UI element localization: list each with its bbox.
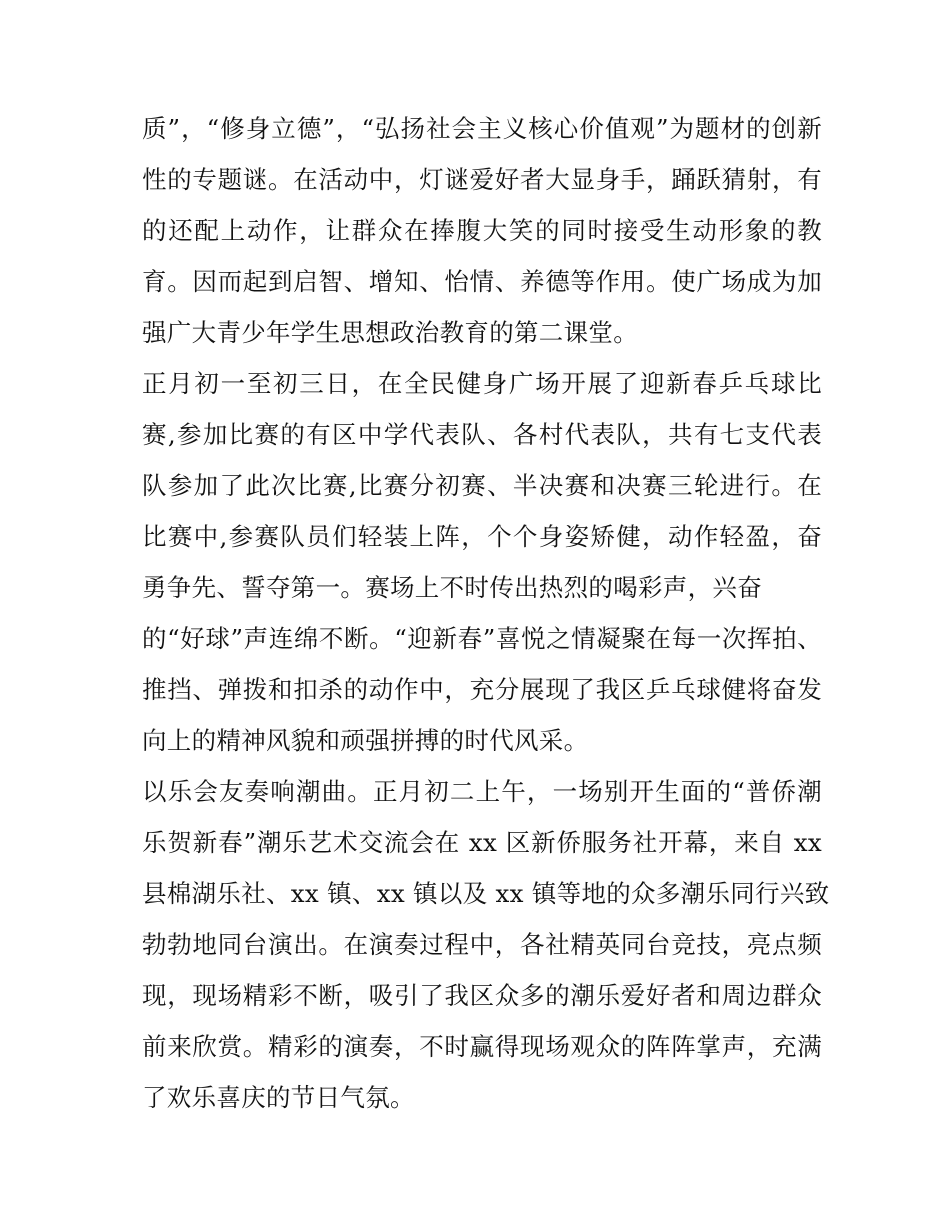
text-line: 队参加了此次比赛,比赛分初赛、半决赛和决赛三轮进行。在 [142, 471, 822, 500]
text-line: 乐贺新春”潮乐艺术交流会在 xx 区新侨服务社开幕，来自 xx [142, 828, 822, 857]
text-line: 强广大青少年学生思想政治教育的第二课堂。 [142, 318, 638, 347]
text-line: 质”，“修身立德”，“弘扬社会主义核心价值观”为题材的创新 [142, 114, 822, 143]
text-line: 的还配上动作，让群众在捧腹大笑的同时接受生动形象的教 [142, 216, 822, 245]
text-line: 勃勃地同台演出。在演奏过程中，各社精英同台竞技，亮点频 [142, 930, 822, 959]
text-line: 勇争先、誓夺第一。赛场上不时传出热烈的喝彩声，兴奋 [142, 573, 762, 602]
text-line: 了欢乐喜庆的节日气氛。 [142, 1083, 415, 1112]
text-line: 现，现场精彩不断，吸引了我区众多的潮乐爱好者和周边群众 [142, 981, 822, 1010]
text-line: 育。因而起到启智、增知、怡情、养德等作用。使广场成为加 [142, 267, 822, 296]
text-line: 正月初一至初三日，在全民健身广场开展了迎新春乒乓球比 [142, 369, 822, 398]
text-line: 性的专题谜。在活动中，灯谜爱好者大显身手，踊跃猜射，有 [142, 165, 822, 194]
text-line: 前来欣赏。精彩的演奏，不时赢得现场观众的阵阵掌声，充满 [142, 1032, 822, 1061]
text-line: 县棉湖乐社、xx 镇、xx 镇以及 xx 镇等地的众多潮乐同行兴致 [142, 879, 830, 908]
text-line: 推挡、弹拨和扣杀的动作中，充分展现了我区乒乓球健将奋发 [142, 675, 822, 704]
text-line: 的“好球”声连绵不断。“迎新春”喜悦之情凝聚在每一次挥拍、 [142, 624, 822, 653]
text-line: 以乐会友奏响潮曲。正月初二上午，一场别开生面的“普侨潮 [142, 777, 822, 806]
text-line: 赛,参加比赛的有区中学代表队、各村代表队，共有七支代表 [142, 420, 822, 449]
text-line: 向上的精神风貌和顽强拼搏的时代风采。 [142, 726, 589, 755]
text-line: 比赛中,参赛队员们轻装上阵，个个身姿矫健，动作轻盈，奋 [142, 522, 822, 551]
